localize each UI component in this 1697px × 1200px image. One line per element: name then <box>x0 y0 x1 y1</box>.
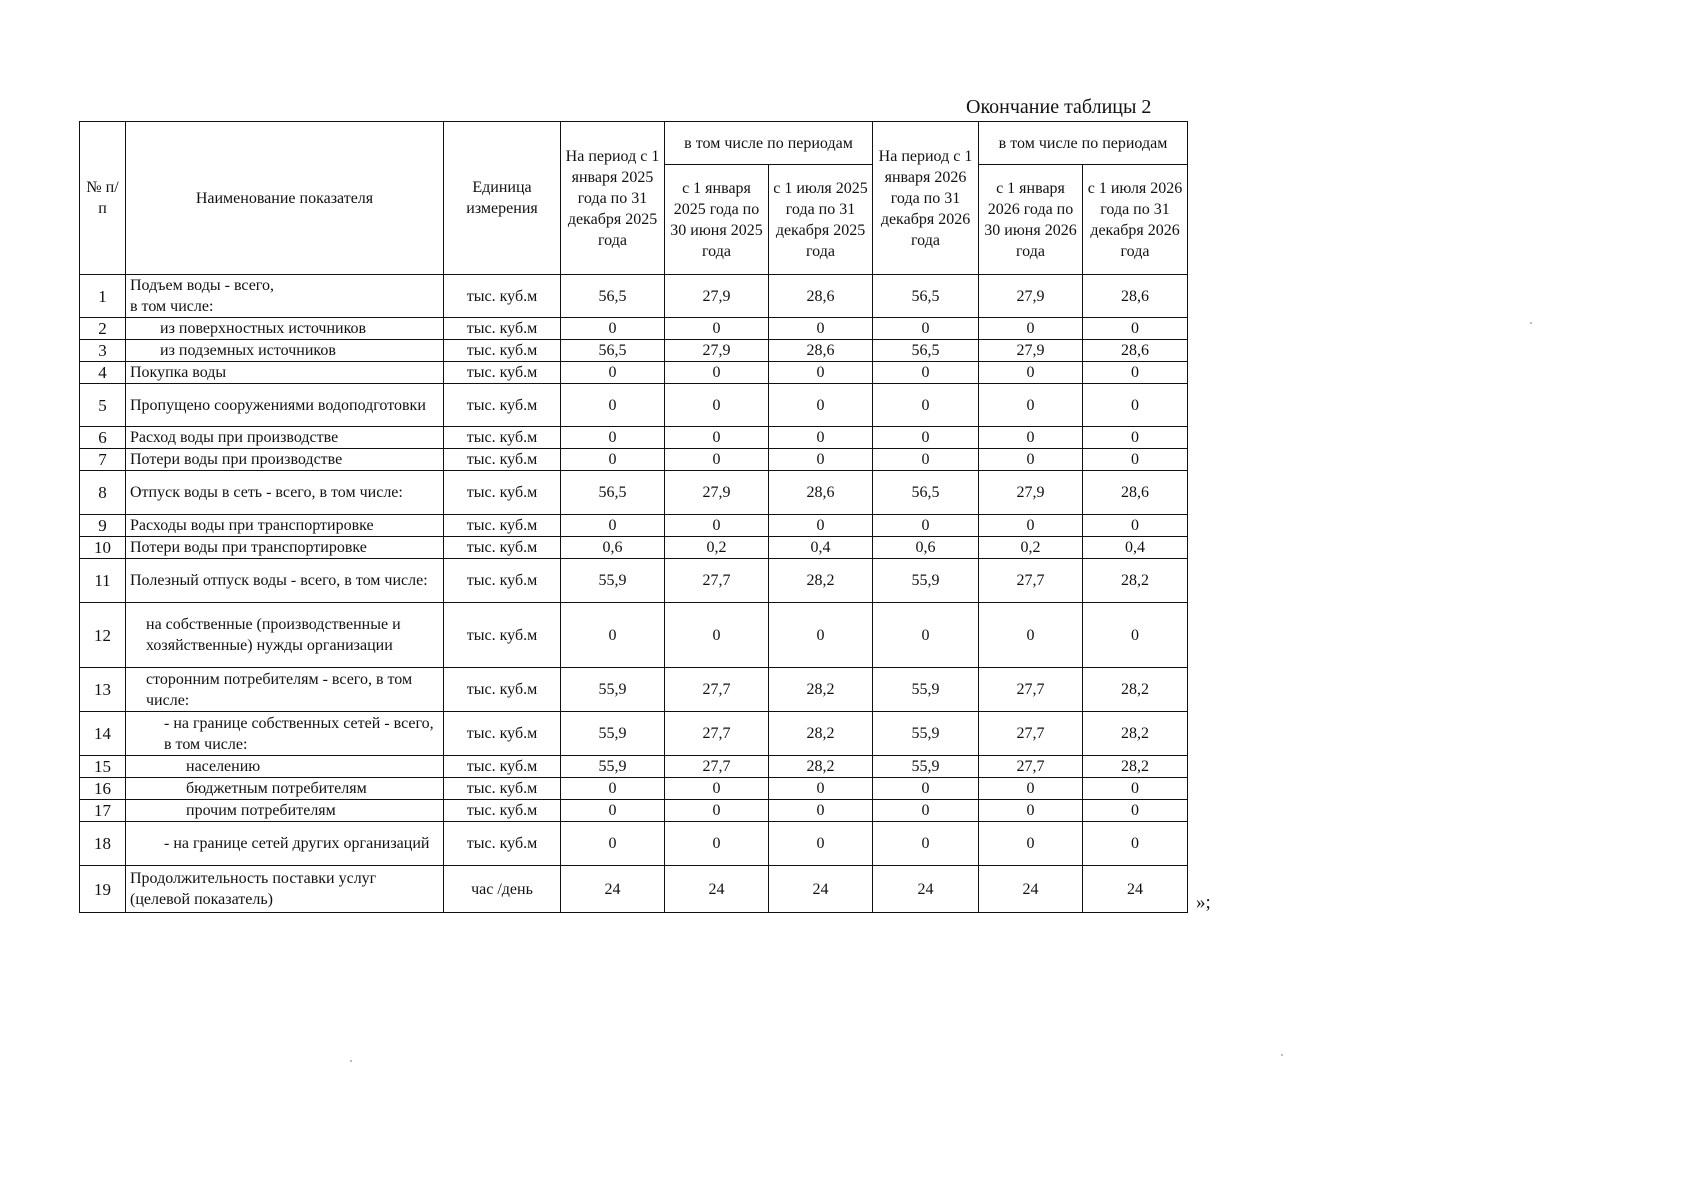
value-cell: 0 <box>1083 427 1188 449</box>
closing-quote-mark: »; <box>1196 892 1211 913</box>
indicator-name: - на границе собственных сетей - всего, в том числе: <box>126 712 444 756</box>
unit-cell: тыс. куб.м <box>444 537 561 559</box>
value-cell: 28,2 <box>1083 756 1188 778</box>
value-cell: 0 <box>561 427 665 449</box>
value-cell: 0 <box>979 515 1083 537</box>
value-cell: 0 <box>561 800 665 822</box>
row-number: 9 <box>80 515 126 537</box>
row-number: 18 <box>80 822 126 866</box>
value-cell: 0 <box>561 449 665 471</box>
table-row <box>80 756 1188 778</box>
row-number: 7 <box>80 449 126 471</box>
row-number: 5 <box>80 384 126 427</box>
value-cell: 28,6 <box>1083 340 1188 362</box>
table-row <box>80 340 1188 362</box>
indicator-name: - на границе сетей других организаций <box>126 822 444 866</box>
value-cell: 0 <box>561 318 665 340</box>
value-cell: 0 <box>769 778 873 800</box>
value-cell: 0 <box>873 318 979 340</box>
value-cell: 27,7 <box>665 559 769 603</box>
value-cell: 28,2 <box>1083 712 1188 756</box>
unit-cell: тыс. куб.м <box>444 471 561 515</box>
table-row <box>80 471 1188 515</box>
table-body <box>80 275 1188 913</box>
table-row <box>80 515 1188 537</box>
value-cell: 0 <box>769 449 873 471</box>
value-cell: 27,9 <box>979 471 1083 515</box>
table-row <box>80 712 1188 756</box>
table-row <box>80 427 1188 449</box>
value-cell: 55,9 <box>873 712 979 756</box>
value-cell: 0 <box>665 778 769 800</box>
value-cell: 0,6 <box>873 537 979 559</box>
indicator-name: Продолжительность поставки услуг (целевой показатель) <box>126 866 444 913</box>
header-h2-2026: с 1 июля 2026 года по 31 декабря 2026 года <box>1083 165 1188 275</box>
value-cell: 24 <box>979 866 1083 913</box>
value-cell: 0 <box>769 362 873 384</box>
value-cell: 27,7 <box>979 756 1083 778</box>
indicator-name: Отпуск воды в сеть - всего, в том числе: <box>126 471 444 515</box>
header-unit: Единица измерения <box>444 122 561 275</box>
value-cell: 28,2 <box>769 712 873 756</box>
value-cell: 28,6 <box>1083 471 1188 515</box>
value-cell: 0 <box>873 800 979 822</box>
value-cell: 0 <box>1083 822 1188 866</box>
indicator-name: Подъем воды - всего, в том числе: <box>126 275 444 318</box>
scan-speck <box>1281 1054 1283 1056</box>
unit-cell: тыс. куб.м <box>444 800 561 822</box>
value-cell: 0 <box>979 778 1083 800</box>
indicator-name: из подземных источников <box>126 340 444 362</box>
value-cell: 27,7 <box>665 712 769 756</box>
unit-cell: тыс. куб.м <box>444 362 561 384</box>
value-cell: 27,7 <box>979 559 1083 603</box>
row-number: 16 <box>80 778 126 800</box>
value-cell: 0 <box>665 318 769 340</box>
table-row <box>80 778 1188 800</box>
row-number: 8 <box>80 471 126 515</box>
table-row <box>80 384 1188 427</box>
header-subgroup-2025: в том числе по периодам <box>665 122 873 165</box>
value-cell: 0 <box>769 515 873 537</box>
scan-speck <box>350 1060 352 1062</box>
unit-cell: тыс. куб.м <box>444 384 561 427</box>
indicator-name: Потери воды при транспортировке <box>126 537 444 559</box>
value-cell: 0 <box>1083 778 1188 800</box>
value-cell: 0 <box>979 603 1083 668</box>
header-name: Наименование показателя <box>126 122 444 275</box>
indicator-name: Покупка воды <box>126 362 444 384</box>
value-cell: 0,4 <box>1083 537 1188 559</box>
indicator-name: Потери воды при производстве <box>126 449 444 471</box>
value-cell: 0 <box>665 822 769 866</box>
value-cell: 0 <box>769 800 873 822</box>
indicator-name: Пропущено сооружениями водоподготовки <box>126 384 444 427</box>
value-cell: 0 <box>665 427 769 449</box>
value-cell: 56,5 <box>561 471 665 515</box>
header-subgroup-2026: в том числе по периодам <box>979 122 1188 165</box>
value-cell: 0 <box>769 318 873 340</box>
unit-cell: тыс. куб.м <box>444 449 561 471</box>
table-row <box>80 275 1188 318</box>
value-cell: 24 <box>665 866 769 913</box>
value-cell: 55,9 <box>561 668 665 712</box>
value-cell: 0,6 <box>561 537 665 559</box>
header-h1-2025: с 1 января 2025 года по 30 июня 2025 года <box>665 165 769 275</box>
indicator-name: Полезный отпуск воды - всего, в том числе: <box>126 559 444 603</box>
value-cell: 28,6 <box>769 275 873 318</box>
row-number: 6 <box>80 427 126 449</box>
value-cell: 28,2 <box>769 668 873 712</box>
value-cell: 0 <box>979 318 1083 340</box>
row-number: 19 <box>80 866 126 913</box>
value-cell: 55,9 <box>873 559 979 603</box>
value-cell: 28,6 <box>769 340 873 362</box>
unit-cell: тыс. куб.м <box>444 318 561 340</box>
unit-cell: тыс. куб.м <box>444 822 561 866</box>
table-row <box>80 603 1188 668</box>
unit-cell: тыс. куб.м <box>444 275 561 318</box>
unit-cell: тыс. куб.м <box>444 515 561 537</box>
value-cell: 0,2 <box>665 537 769 559</box>
table-row <box>80 800 1188 822</box>
value-cell: 24 <box>769 866 873 913</box>
indicator-name: бюджетным потребителям <box>126 778 444 800</box>
value-cell: 0 <box>665 384 769 427</box>
row-number: 15 <box>80 756 126 778</box>
table-row <box>80 537 1188 559</box>
value-cell: 0 <box>1083 603 1188 668</box>
value-cell: 28,6 <box>769 471 873 515</box>
value-cell: 0 <box>873 362 979 384</box>
value-cell: 0 <box>979 427 1083 449</box>
table-row <box>80 559 1188 603</box>
indicator-name: Расход воды при производстве <box>126 427 444 449</box>
header-h2-2025: с 1 июля 2025 года по 31 декабря 2025 года <box>769 165 873 275</box>
value-cell: 24 <box>1083 866 1188 913</box>
value-cell: 27,9 <box>665 471 769 515</box>
unit-cell: тыс. куб.м <box>444 778 561 800</box>
table-row <box>80 362 1188 384</box>
row-number: 10 <box>80 537 126 559</box>
value-cell: 0 <box>769 603 873 668</box>
value-cell: 0 <box>769 384 873 427</box>
row-number: 3 <box>80 340 126 362</box>
indicator-name: из поверхностных источников <box>126 318 444 340</box>
value-cell: 0 <box>873 778 979 800</box>
header-num: № п/п <box>80 122 126 275</box>
table-row <box>80 318 1188 340</box>
value-cell: 27,7 <box>665 756 769 778</box>
value-cell: 55,9 <box>561 756 665 778</box>
value-cell: 0 <box>665 800 769 822</box>
value-cell: 0,2 <box>979 537 1083 559</box>
value-cell: 0 <box>1083 800 1188 822</box>
value-cell: 28,2 <box>1083 559 1188 603</box>
value-cell: 0 <box>769 427 873 449</box>
table-row <box>80 866 1188 913</box>
unit-cell: тыс. куб.м <box>444 427 561 449</box>
value-cell: 0 <box>561 515 665 537</box>
value-cell: 24 <box>561 866 665 913</box>
value-cell: 0 <box>561 384 665 427</box>
indicator-name: Расходы воды при транспортировке <box>126 515 444 537</box>
value-cell: 0 <box>561 778 665 800</box>
row-number: 12 <box>80 603 126 668</box>
value-cell: 56,5 <box>873 471 979 515</box>
value-cell: 0 <box>979 449 1083 471</box>
indicator-name: прочим потребителям <box>126 800 444 822</box>
value-cell: 27,7 <box>665 668 769 712</box>
table-row <box>80 822 1188 866</box>
unit-cell: тыс. куб.м <box>444 340 561 362</box>
value-cell: 0 <box>1083 449 1188 471</box>
unit-cell: час /день <box>444 866 561 913</box>
value-cell: 56,5 <box>561 275 665 318</box>
value-cell: 0 <box>769 822 873 866</box>
header-period-2026: На период с 1 января 2026 года по 31 декабря 2026 года <box>873 122 979 275</box>
row-number: 17 <box>80 800 126 822</box>
value-cell: 55,9 <box>873 756 979 778</box>
value-cell: 0 <box>665 515 769 537</box>
value-cell: 0,4 <box>769 537 873 559</box>
value-cell: 0 <box>1083 384 1188 427</box>
value-cell: 28,2 <box>769 756 873 778</box>
row-number: 13 <box>80 668 126 712</box>
value-cell: 0 <box>561 362 665 384</box>
table-row <box>80 449 1188 471</box>
table-row <box>80 668 1188 712</box>
value-cell: 0 <box>665 603 769 668</box>
value-cell: 0 <box>561 822 665 866</box>
value-cell: 0 <box>979 800 1083 822</box>
value-cell: 27,9 <box>665 340 769 362</box>
unit-cell: тыс. куб.м <box>444 603 561 668</box>
unit-cell: тыс. куб.м <box>444 668 561 712</box>
value-cell: 27,9 <box>979 340 1083 362</box>
value-cell: 0 <box>873 449 979 471</box>
value-cell: 0 <box>1083 362 1188 384</box>
value-cell: 0 <box>873 603 979 668</box>
value-cell: 55,9 <box>561 559 665 603</box>
unit-cell: тыс. куб.м <box>444 559 561 603</box>
unit-cell: тыс. куб.м <box>444 756 561 778</box>
header-period-2025: На период с 1 января 2025 года по 31 декабря 2025 года <box>561 122 665 275</box>
value-cell: 0 <box>873 384 979 427</box>
value-cell: 27,9 <box>979 275 1083 318</box>
row-number: 14 <box>80 712 126 756</box>
value-cell: 56,5 <box>873 340 979 362</box>
value-cell: 56,5 <box>561 340 665 362</box>
indicators-table <box>79 121 1188 913</box>
table-caption: Окончание таблицы 2 <box>966 96 1152 118</box>
value-cell: 0 <box>1083 318 1188 340</box>
scan-speck <box>1530 322 1532 324</box>
indicator-name: на собственные (производственные и хозяйственные) нужды организации <box>126 603 444 668</box>
value-cell: 28,2 <box>1083 668 1188 712</box>
value-cell: 0 <box>665 449 769 471</box>
unit-cell: тыс. куб.м <box>444 712 561 756</box>
value-cell: 0 <box>979 822 1083 866</box>
value-cell: 56,5 <box>873 275 979 318</box>
indicator-name: сторонним потребителям - всего, в том числе: <box>126 668 444 712</box>
value-cell: 0 <box>873 515 979 537</box>
value-cell: 28,6 <box>1083 275 1188 318</box>
row-number: 2 <box>80 318 126 340</box>
row-number: 4 <box>80 362 126 384</box>
value-cell: 0 <box>665 362 769 384</box>
value-cell: 55,9 <box>561 712 665 756</box>
row-number: 1 <box>80 275 126 318</box>
value-cell: 0 <box>979 384 1083 427</box>
row-number: 11 <box>80 559 126 603</box>
value-cell: 0 <box>873 427 979 449</box>
value-cell: 55,9 <box>873 668 979 712</box>
value-cell: 28,2 <box>769 559 873 603</box>
value-cell: 0 <box>979 362 1083 384</box>
value-cell: 0 <box>561 603 665 668</box>
value-cell: 0 <box>1083 515 1188 537</box>
value-cell: 0 <box>873 822 979 866</box>
value-cell: 24 <box>873 866 979 913</box>
indicator-name: населению <box>126 756 444 778</box>
value-cell: 27,9 <box>665 275 769 318</box>
value-cell: 27,7 <box>979 668 1083 712</box>
value-cell: 27,7 <box>979 712 1083 756</box>
header-h1-2026: с 1 января 2026 года по 30 июня 2026 года <box>979 165 1083 275</box>
